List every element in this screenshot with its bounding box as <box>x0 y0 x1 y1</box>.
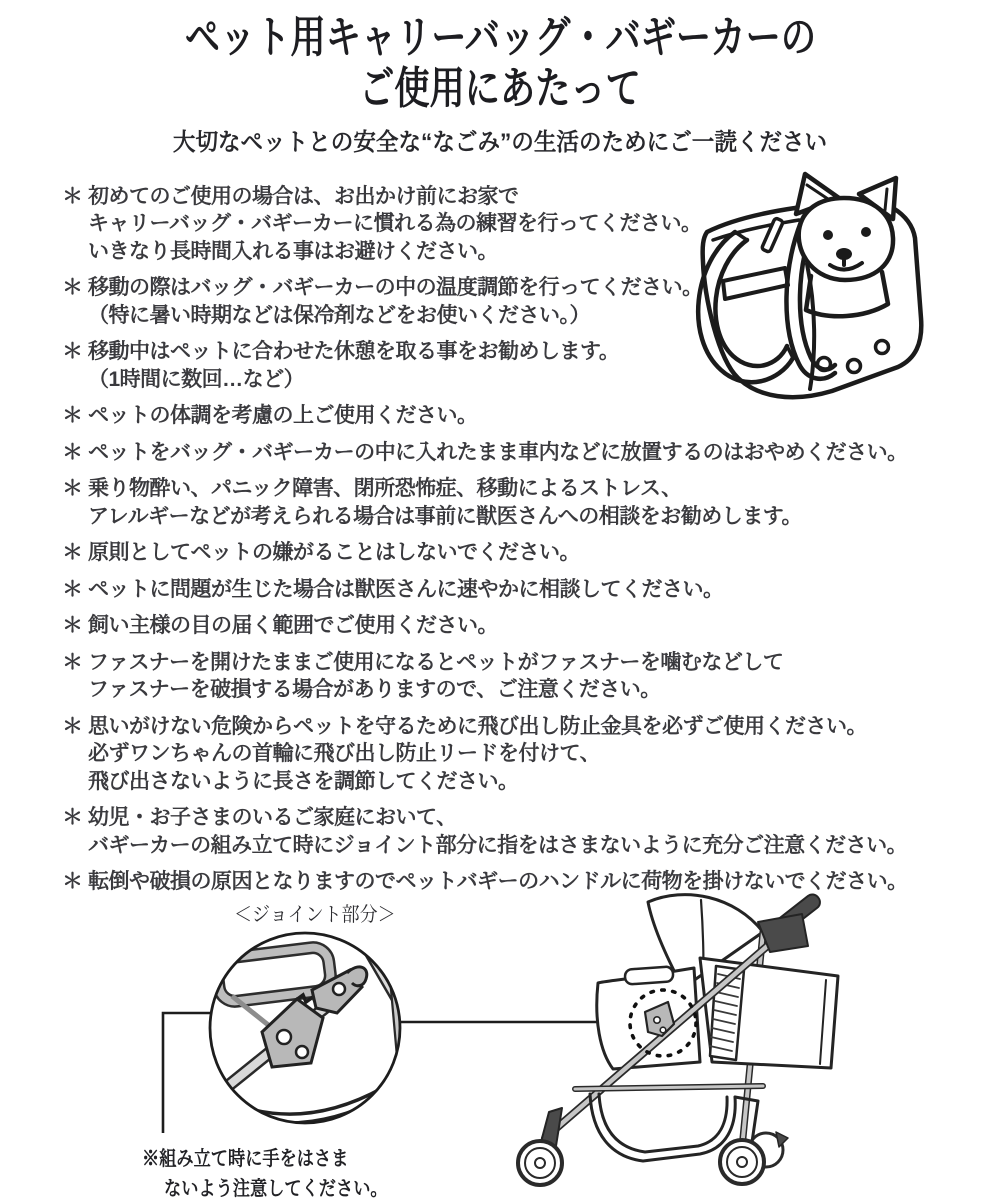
page-title-text-1: ペット用キャリーバッグ・バギーカーの <box>184 13 816 62</box>
note-line: アレルギーなどが考えられる場合は事前に獣医さんへの相談をお勧めします。 <box>88 504 803 528</box>
note-line: 移動の際はバッグ・バギーカーの中の温度調節を行ってください。 <box>88 276 703 300</box>
asterisk-bullet: ＊ <box>62 650 83 674</box>
note-line: ペットの体調を考慮の上ご使用ください。 <box>88 404 478 428</box>
note-line: 幼児・お子さまのいるご家庭において、 <box>88 806 457 830</box>
note-line: （特に暑い時期などは保冷剤などをお使いください。） <box>88 303 590 327</box>
asterisk-bullet: ＊ <box>62 614 83 638</box>
note-item-6 <box>62 475 980 530</box>
note-item-12 <box>62 804 980 859</box>
note-line: 思いがけない危険からペットを守るために飛び出し防止金具を必ずご使用ください。 <box>88 714 867 738</box>
assembly-caution-note <box>142 1144 424 1200</box>
note-item-10 <box>62 649 980 704</box>
note-line: 乗り物酔い、パニック障害、閉所恐怖症、移動によるストレス、 <box>88 477 682 501</box>
pet-buggy-illustration <box>518 892 838 1185</box>
asterisk-bullet: ＊ <box>62 714 83 738</box>
note-line: 必ずワンちゃんの首輪に飛び出し防止リードを付けて、 <box>88 742 601 766</box>
note-line: 原則としてペットの嫌がることはしないでください。 <box>88 541 580 565</box>
asterisk-bullet: ＊ <box>62 440 83 464</box>
asterisk-bullet: ＊ <box>62 340 83 364</box>
note-line: （1時間に数回…など） <box>88 367 305 391</box>
note-line: ペットをバッグ・バギーカーの中に入れたまま車内などに放置するのはおやめください。 <box>88 440 908 464</box>
buggy-basket <box>590 1094 735 1161</box>
joint-section-label <box>234 898 414 927</box>
page-title-text-2: ご使用にあたって <box>359 64 641 114</box>
note-line: いきなり長時間入れる事はお避けください。 <box>88 239 498 263</box>
note-line: 初めてのご使用の場合は、お出かけ前にお家で <box>88 184 519 208</box>
subtitle <box>0 122 1000 157</box>
asterisk-bullet: ＊ <box>62 276 83 300</box>
note-item-5 <box>62 439 980 467</box>
note-line: バギーカーの組み立て時にジョイント部分に指をはさまないように充分ご注意ください。 <box>88 833 908 857</box>
note-line: 飼い主様の目の届く範囲でご使用ください。 <box>88 614 498 638</box>
joint-section-label-text: ＜ジョイント部分＞ <box>234 904 396 926</box>
page-title-line-2 <box>0 63 1000 114</box>
asterisk-bullet: ＊ <box>62 577 83 601</box>
note-line: ファスナーを破損する場合がありますので、ご注意ください。 <box>88 678 661 702</box>
note-item-7 <box>62 539 980 567</box>
assembly-caution-line-2: ないよう注意してください。 <box>164 1178 388 1200</box>
joint-closeup-illustration <box>205 928 405 1128</box>
header <box>0 0 1000 157</box>
dog-in-carrier-illustration <box>683 168 973 426</box>
asterisk-bullet: ＊ <box>62 404 83 428</box>
asterisk-bullet: ＊ <box>62 806 83 830</box>
note-line: キャリーバッグ・バギーカーに慣れる為の練習を行ってください。 <box>88 212 702 236</box>
buggy-front-wheel <box>518 1141 562 1185</box>
page-title-line-1 <box>0 12 1000 63</box>
asterisk-bullet: ＊ <box>62 184 83 208</box>
dog-eye-left <box>823 230 833 240</box>
note-item-8 <box>62 576 980 604</box>
note-line: 移動中はペットに合わせた休憩を取る事をお勧めします。 <box>88 340 620 364</box>
asterisk-bullet: ＊ <box>62 541 83 565</box>
subtitle-text: 大切なペットとの安全な“なごみ”の生活のためにご一読ください <box>172 128 828 156</box>
note-line: ペットに問題が生じた場合は獣医さんに速やかに相談してください。 <box>88 577 724 601</box>
note-line: 転倒や破損の原因となりますのでペットバギーのハンドルに荷物を掛けないでください。 <box>88 870 908 894</box>
asterisk-bullet: ＊ <box>62 477 83 501</box>
buggy-handle <box>758 892 823 952</box>
note-line: 飛び出さないように長さを調節してください。 <box>88 769 519 793</box>
note-line: ファスナーを開けたままご使用になるとペットがファスナーを噛むなどして <box>88 650 784 674</box>
asterisk-bullet: ＊ <box>62 870 83 894</box>
note-item-11 <box>62 713 980 796</box>
buggy-rear-wheel <box>720 1140 764 1184</box>
note-item-9 <box>62 612 980 640</box>
dog-eye-right <box>861 227 871 237</box>
assembly-caution-line-1: ※組み立て時に手をはさま <box>142 1148 349 1170</box>
